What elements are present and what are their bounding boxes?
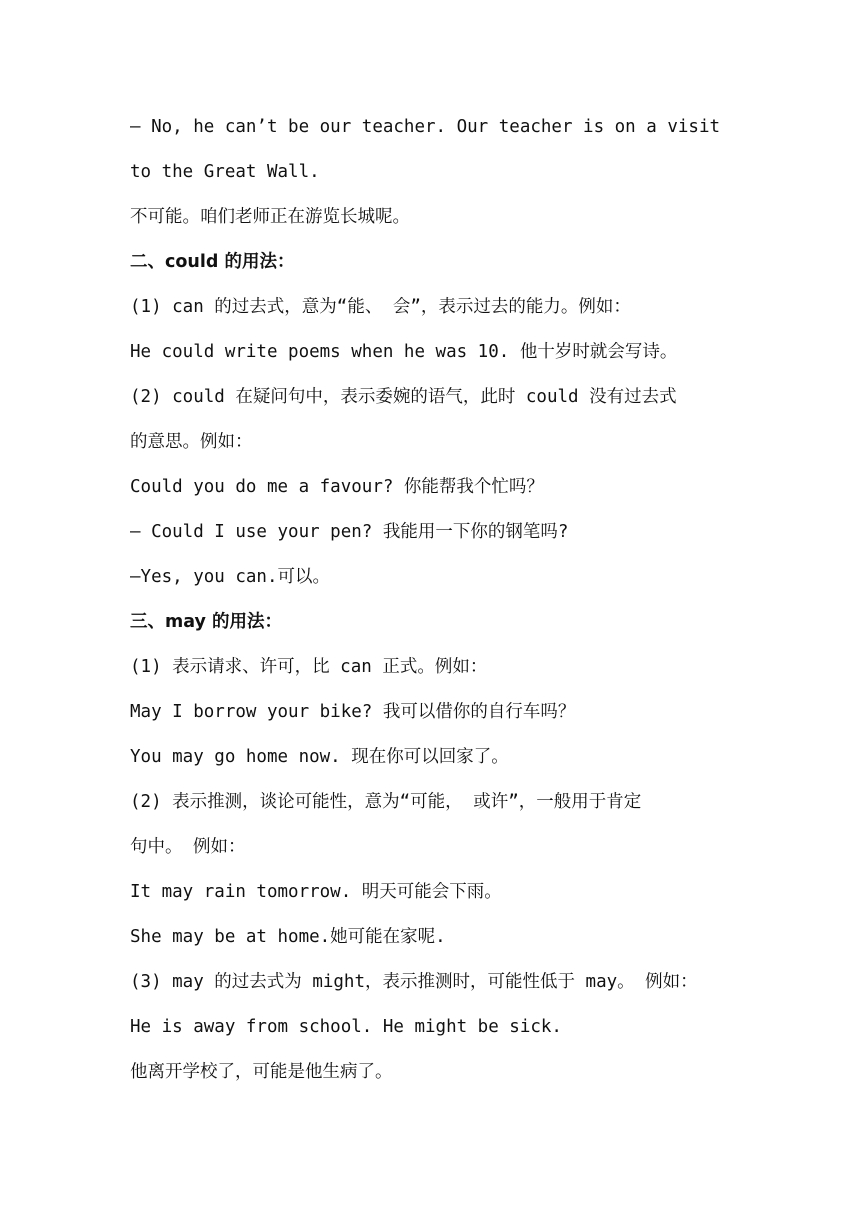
section-heading-could: 二、could 的用法：	[130, 252, 295, 272]
text-line: 句中。 例如：	[130, 837, 246, 857]
text-line: 不可能。咱们老师正在游览长城呢。	[130, 207, 410, 227]
text-line: — No, he can’t be our teacher. Our teacher is on a visit	[130, 117, 721, 137]
text-line: Could you do me a favour? 你能帮我个忙吗？	[130, 477, 544, 497]
text-line: You may go home now. 现在你可以回家了。	[130, 747, 509, 767]
text-line: He is away from school. He might be sick.	[130, 1017, 562, 1037]
text-line: to the Great Wall.	[130, 162, 320, 182]
text-line: (1) 表示请求、许可，比 can 正式。例如：	[130, 657, 488, 677]
text-line: (2) 表示推测，谈论可能性，意为“可能， 或许”，一般用于肯定	[130, 792, 642, 812]
text-line: —Yes, you can.可以。	[130, 567, 331, 587]
text-line: It may rain tomorrow. 明天可能会下雨。	[130, 882, 502, 902]
text-line: (2) could 在疑问句中，表示委婉的语气，此时 could 没有过去式	[130, 387, 677, 407]
text-line: May I borrow your bike? 我可以借你的自行车吗？	[130, 702, 576, 722]
document-page	[130, 105, 730, 1095]
text-line: She may be at home.她可能在家呢.	[130, 927, 446, 947]
section-heading-may: 三、may 的用法：	[130, 612, 283, 632]
text-line: 的意思。例如：	[130, 432, 253, 452]
text-line: (1) can 的过去式，意为“能、 会”，表示过去的能力。例如：	[130, 297, 631, 317]
text-line: 他离开学校了，可能是他生病了。	[130, 1062, 393, 1082]
text-line: (3) may 的过去式为 might，表示推测时，可能性低于 may。 例如：	[130, 972, 698, 992]
text-line: — Could I use your pen? 我能用一下你的钢笔吗?	[130, 522, 569, 542]
text-line: He could write poems when he was 10. 他十岁时就会写诗。	[130, 342, 678, 362]
